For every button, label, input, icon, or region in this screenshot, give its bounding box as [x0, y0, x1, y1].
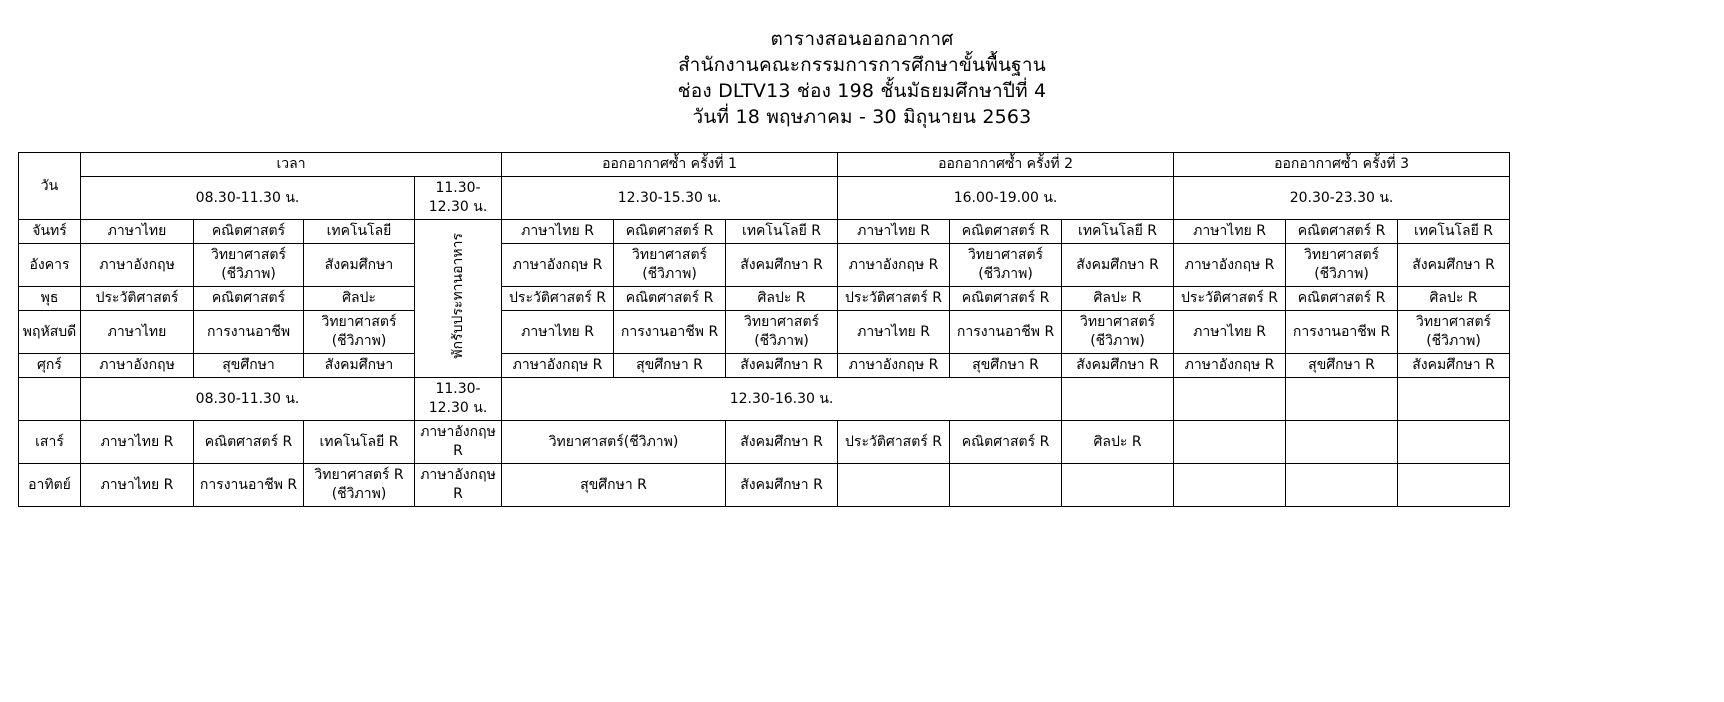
day-label: เสาร์ — [19, 421, 81, 464]
subject-cell: ภาษาอังกฤษ R — [415, 464, 502, 507]
table-row — [19, 311, 1510, 354]
header-repeat-3: ออกอากาศซ้ำ ครั้งที่ 3 — [1174, 153, 1510, 177]
subject-cell: ภาษาไทย — [81, 311, 194, 354]
day-label: อาทิตย์ — [19, 464, 81, 507]
subject-cell: เทคโนโลยี R — [726, 220, 838, 244]
subject-cell: ภาษาอังกฤษ — [81, 244, 194, 287]
subject-cell: ประวัติศาสตร์ R — [838, 287, 950, 311]
subject-cell: คณิตศาสตร์ R — [1286, 287, 1398, 311]
subject-cell: ภาษาไทย R — [81, 464, 194, 507]
title-line-2: สำนักงานคณะกรรมการการศึกษาขั้นพื้นฐาน — [678, 54, 1046, 76]
subject-cell — [838, 464, 950, 507]
subject-cell: วิทยาศาสตร์ (ชีวิภาพ) — [1398, 311, 1510, 354]
title-line-3: ช่อง DLTV13 ช่อง 198 ชั้นมัธยมศึกษาปีที่ 4 — [677, 80, 1047, 102]
title-line-4: วันที่ 18 พฤษภาคม - 30 มิถุนายน 2563 — [692, 106, 1032, 128]
subject-cell: เทคโนโลยี R — [1398, 220, 1510, 244]
subject-cell: ศิลปะ — [304, 287, 415, 311]
subject-cell: ภาษาไทย — [81, 220, 194, 244]
subject-cell: วิทยาศาสตร์ (ชีวิภาพ) — [1062, 311, 1174, 354]
subject-cell: สังคมศึกษา R — [1398, 244, 1510, 287]
subject-cell: วิทยาศาสตร์ (ชีวิภาพ) — [1286, 244, 1398, 287]
title-line-1: ตารางสอนออกอากาศ — [770, 28, 954, 50]
subject-cell: วิทยาศาสตร์ R (ชีวิภาพ) — [304, 464, 415, 507]
subject-cell: ประวัติศาสตร์ R — [502, 287, 614, 311]
table-row — [19, 287, 1510, 311]
spacer-cell — [1398, 464, 1510, 507]
subject-cell: เทคโนโลยี R — [304, 421, 415, 464]
subject-cell: วิทยาศาสตร์ (ชีวิภาพ) — [950, 244, 1062, 287]
subject-cell: สังคมศึกษา — [304, 354, 415, 378]
spacer-cell — [1174, 378, 1286, 421]
table-row — [19, 244, 1510, 287]
subject-cell: ภาษาไทย R — [502, 311, 614, 354]
spacer-cell — [1062, 378, 1174, 421]
weekend-header-row — [19, 378, 1510, 421]
schedule-table — [18, 152, 1510, 507]
subject-cell: ภาษาอังกฤษ R — [415, 421, 502, 464]
subject-cell: ภาษาไทย R — [838, 311, 950, 354]
subject-cell: การงานอาชีพ R — [614, 311, 726, 354]
subject-cell: สุขศึกษา R — [614, 354, 726, 378]
header-day: วัน — [19, 153, 81, 220]
time-main: 08.30-11.30 น. — [81, 177, 415, 220]
time-break: 11.30-12.30 น. — [415, 177, 502, 220]
day-label: พฤหัสบดี — [19, 311, 81, 354]
table-header-row-2 — [19, 177, 1510, 220]
weekend-time-main: 08.30-11.30 น. — [81, 378, 415, 421]
subject-cell: ภาษาอังกฤษ — [81, 354, 194, 378]
subject-cell: ภาษาไทย R — [502, 220, 614, 244]
subject-cell: ภาษาไทย R — [1174, 311, 1286, 354]
day-label: อังคาร — [19, 244, 81, 287]
subject-cell: คณิตศาสตร์ R — [194, 421, 304, 464]
subject-cell: ศิลปะ R — [1062, 421, 1174, 464]
spacer-cell — [1398, 378, 1510, 421]
subject-cell: คณิตศาสตร์ — [194, 287, 304, 311]
subject-cell: ภาษาอังกฤษ R — [1174, 354, 1286, 378]
subject-cell: สังคมศึกษา R — [1062, 354, 1174, 378]
spacer-cell — [1398, 421, 1510, 464]
time-repeat-1: 12.30-15.30 น. — [502, 177, 838, 220]
subject-cell: คณิตศาสตร์ R — [1286, 220, 1398, 244]
subject-cell: ศิลปะ R — [1398, 287, 1510, 311]
subject-cell: การงานอาชีพ — [194, 311, 304, 354]
subject-cell: คณิตศาสตร์ R — [950, 220, 1062, 244]
subject-cell: วิทยาศาสตร์ (ชีวิภาพ) — [726, 311, 838, 354]
subject-cell: ประวัติศาสตร์ R — [838, 421, 950, 464]
subject-cell — [950, 464, 1062, 507]
subject-cell — [1062, 464, 1174, 507]
table-row — [19, 220, 1510, 244]
subject-cell: สุขศึกษา R — [502, 464, 726, 507]
subject-cell: ประวัติศาสตร์ R — [1174, 287, 1286, 311]
subject-cell: สุขศึกษา R — [950, 354, 1062, 378]
subject-cell: ภาษาอังกฤษ R — [838, 354, 950, 378]
subject-cell: สังคมศึกษา R — [726, 244, 838, 287]
subject-cell: สังคมศึกษา R — [726, 421, 838, 464]
table-row — [19, 464, 1510, 507]
subject-cell: การงานอาชีพ R — [950, 311, 1062, 354]
break-cell: พักรับประทานอาหาร — [415, 220, 502, 378]
subject-cell: คณิตศาสตร์ R — [950, 287, 1062, 311]
subject-cell: ศิลปะ R — [726, 287, 838, 311]
table-row — [19, 354, 1510, 378]
subject-cell: การงานอาชีพ R — [194, 464, 304, 507]
subject-cell: สังคมศึกษา R — [726, 464, 838, 507]
spacer-cell — [1286, 464, 1398, 507]
spacer-cell — [1286, 421, 1398, 464]
subject-cell: สังคมศึกษา R — [1062, 244, 1174, 287]
subject-cell: เทคโนโลยี R — [1062, 220, 1174, 244]
weekend-time-break: 11.30-12.30 น. — [415, 378, 502, 421]
subject-cell: วิทยาศาสตร์ (ชีวิภาพ) — [614, 244, 726, 287]
subject-cell: วิทยาศาสตร์ (ชีวิภาพ) — [194, 244, 304, 287]
subject-cell: ภาษาอังกฤษ R — [502, 354, 614, 378]
subject-cell: สังคมศึกษา R — [1398, 354, 1510, 378]
time-repeat-2: 16.00-19.00 น. — [838, 177, 1174, 220]
schedule-table-wrap — [18, 152, 1495, 507]
table-header-row-1 — [19, 153, 1510, 177]
subject-cell: การงานอาชีพ R — [1286, 311, 1398, 354]
header-repeat-2: ออกอากาศซ้ำ ครั้งที่ 2 — [838, 153, 1174, 177]
header-repeat-1: ออกอากาศซ้ำ ครั้งที่ 1 — [502, 153, 838, 177]
subject-cell: ประวัติศาสตร์ — [81, 287, 194, 311]
subject-cell: ศิลปะ R — [1062, 287, 1174, 311]
header-time: เวลา — [81, 153, 502, 177]
subject-cell: ภาษาไทย R — [81, 421, 194, 464]
table-row — [19, 421, 1510, 464]
subject-cell: เทคโนโลยี — [304, 220, 415, 244]
spacer-cell — [1174, 464, 1286, 507]
subject-cell: คณิตศาสตร์ R — [614, 220, 726, 244]
subject-cell: สังคมศึกษา R — [726, 354, 838, 378]
time-repeat-3: 20.30-23.30 น. — [1174, 177, 1510, 220]
subject-cell: คณิตศาสตร์ R — [950, 421, 1062, 464]
subject-cell: สังคมศึกษา — [304, 244, 415, 287]
subject-cell: วิทยาศาสตร์ (ชีวิภาพ) — [304, 311, 415, 354]
day-label: พุธ — [19, 287, 81, 311]
subject-cell: สุขศึกษา R — [1286, 354, 1398, 378]
subject-cell: ภาษาไทย R — [1174, 220, 1286, 244]
subject-cell: ภาษาอังกฤษ R — [1174, 244, 1286, 287]
spacer-cell — [1286, 378, 1398, 421]
spacer-cell — [1174, 421, 1286, 464]
day-label: จันทร์ — [19, 220, 81, 244]
subject-cell: คณิตศาสตร์ — [194, 220, 304, 244]
weekend-time-r1: 12.30-16.30 น. — [502, 378, 1062, 421]
weekend-header-spacer — [19, 378, 81, 421]
day-label: ศุกร์ — [19, 354, 81, 378]
subject-cell: ภาษาไทย R — [838, 220, 950, 244]
subject-cell: คณิตศาสตร์ R — [614, 287, 726, 311]
subject-cell: ภาษาอังกฤษ R — [502, 244, 614, 287]
subject-cell: วิทยาศาสตร์(ชีวิภาพ) — [502, 421, 726, 464]
subject-cell: สุขศึกษา — [194, 354, 304, 378]
subject-cell: ภาษาอังกฤษ R — [838, 244, 950, 287]
document-header — [0, 0, 1724, 130]
